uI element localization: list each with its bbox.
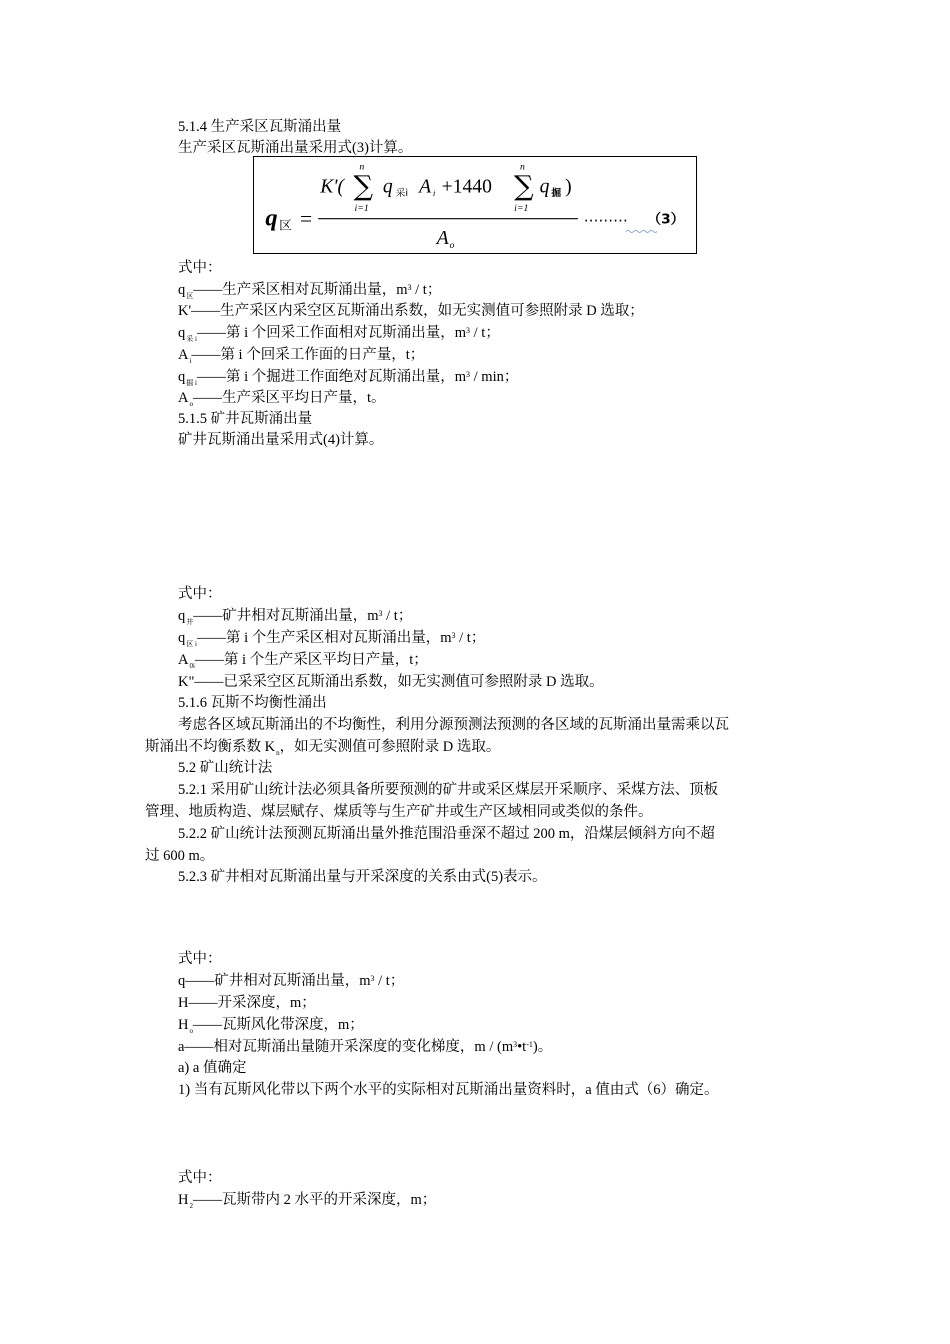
var-line: $A_i——$第 i 个回采工作面的日产量，t； bbox=[178, 347, 425, 365]
formula-den: A bbox=[436, 228, 449, 250]
var-line: $A_o——$生产采区平均日产量，t。 bbox=[178, 390, 386, 408]
formula-a-i: A bbox=[419, 176, 432, 198]
sum-symbol-2: ∑ bbox=[514, 171, 534, 203]
formula-number: （3） bbox=[647, 211, 685, 228]
formula-q-jue-sub: 掘 bbox=[551, 188, 562, 200]
sum-bot-1: i=1 bbox=[354, 202, 369, 214]
where-label: 式中： bbox=[178, 1170, 222, 1186]
formula-den-sub: o bbox=[449, 240, 455, 252]
paragraph: 斯涌出不均衡系数 $K_n$，如无实测值可参照附录 D 选取。 bbox=[145, 739, 501, 757]
paragraph: 过 600 m。 bbox=[145, 848, 215, 864]
formula-plus: +1440 bbox=[441, 176, 492, 198]
var-line: K"——已采采空区瓦斯涌出系数，如无实测值可参照附录 D 选取。 bbox=[178, 674, 604, 690]
sum-top-2: n bbox=[520, 161, 525, 173]
formula-eq: = bbox=[298, 206, 314, 231]
paragraph: 管理、地质构造、煤层赋存、煤质等与生产矿井或生产区域相同或类似的条件。 bbox=[145, 804, 653, 820]
section-heading-5-1-5: 5.1.5 矿井瓦斯涌出量 bbox=[178, 411, 313, 427]
paragraph: 生产采区瓦斯涌出量采用式(3)计算。 bbox=[178, 140, 413, 156]
section-heading-5-2: 5.2 矿山统计法 bbox=[178, 760, 273, 776]
var-line: $H_2——$瓦斯带内 2 水平的开采深度，m； bbox=[178, 1192, 437, 1210]
paragraph: 5.2.2 矿山统计法预测瓦斯涌出量外推范围沿垂深不超过 200 m，沿煤层倾斜方向不超 bbox=[178, 826, 715, 842]
sum-bot-2: i=1 bbox=[514, 202, 529, 214]
where-label: 式中： bbox=[178, 951, 222, 967]
var-line: a——相对瓦斯涌出量随开采深度的变化梯度，m / $(m^3•t^{-1})$。 bbox=[178, 1039, 553, 1055]
formula-lhs-sub: 区 bbox=[279, 218, 292, 234]
var-line: $q_井——$矿井相对瓦斯涌出量，$m^3$ / t； bbox=[178, 608, 413, 626]
formula-q-jue: q bbox=[539, 176, 550, 198]
spellcheck-underline bbox=[626, 230, 657, 232]
sum-top-1: n bbox=[359, 161, 365, 173]
var-line: q——矿井相对瓦斯涌出量，$m^3$ / t； bbox=[178, 973, 405, 989]
var-line: K'——生产采区内采空区瓦斯涌出系数，如无实测值可参照附录 D 选取； bbox=[178, 303, 644, 319]
paragraph: 1) 当有瓦斯风化带以下两个水平的实际相对瓦斯涌出量资料时，a 值由式（6）确定。 bbox=[178, 1082, 719, 1098]
sum-symbol-1: ∑ bbox=[353, 171, 374, 203]
var-line: $q_{掘 i}——$第 i 个掘进工作面绝对瓦斯涌出量，$m^3$ / min； bbox=[178, 369, 519, 387]
paragraph: 考虑各区域瓦斯涌出的不均衡性，利用分源预测法预测的各区域的瓦斯涌出量需乘以瓦 bbox=[178, 717, 729, 733]
paragraph: 5.2.3 矿井相对瓦斯涌出量与开采深度的关系由式(5)表示。 bbox=[178, 869, 547, 885]
paragraph: 矿井瓦斯涌出量采用式(4)计算。 bbox=[178, 432, 384, 448]
var-line: $q_{采 i}——$第 i 个回采工作面相对瓦斯涌出量，$m^3$ / t； bbox=[178, 325, 500, 343]
where-label: 式中： bbox=[178, 260, 222, 276]
formula-k: K'( bbox=[320, 176, 344, 198]
formula-rparen: ) bbox=[565, 176, 572, 198]
var-line: $q_{区 i}——$第 i 个生产采区相对瓦斯涌出量，$m^3$ / t； bbox=[178, 630, 486, 648]
formula-dots: ……… bbox=[583, 208, 628, 226]
formula-q-cai-sub: 采i bbox=[395, 188, 409, 200]
section-heading-5-1-6: 5.1.6 瓦斯不均衡性涌出 bbox=[178, 695, 327, 711]
formula-a-i-sub: i bbox=[432, 188, 436, 199]
formula-lhs: q bbox=[265, 204, 278, 232]
paragraph: 5.2.1 采用矿山统计法必须具备所要预测的矿井或采区煤层开采顺序、采煤方法、顶板 bbox=[178, 782, 719, 798]
subsection-heading: a) a 值确定 bbox=[178, 1060, 247, 1076]
section-heading-5-1-4: 5.1.4 生产采区瓦斯涌出量 bbox=[178, 119, 342, 135]
var-line: $H_o——$瓦斯风化带深度，m； bbox=[178, 1017, 364, 1035]
var-line: $q_区——$生产采区相对瓦斯涌出量，$m^3$ / t； bbox=[178, 282, 442, 300]
var-line: H——开采深度，m； bbox=[178, 995, 316, 1011]
formula-q-cai: q bbox=[382, 176, 393, 198]
formula-3 bbox=[253, 156, 697, 254]
where-label: 式中： bbox=[178, 586, 222, 602]
var-line: $A_{0i}——$第 i 个生产采区平均日产量，t； bbox=[178, 652, 428, 670]
